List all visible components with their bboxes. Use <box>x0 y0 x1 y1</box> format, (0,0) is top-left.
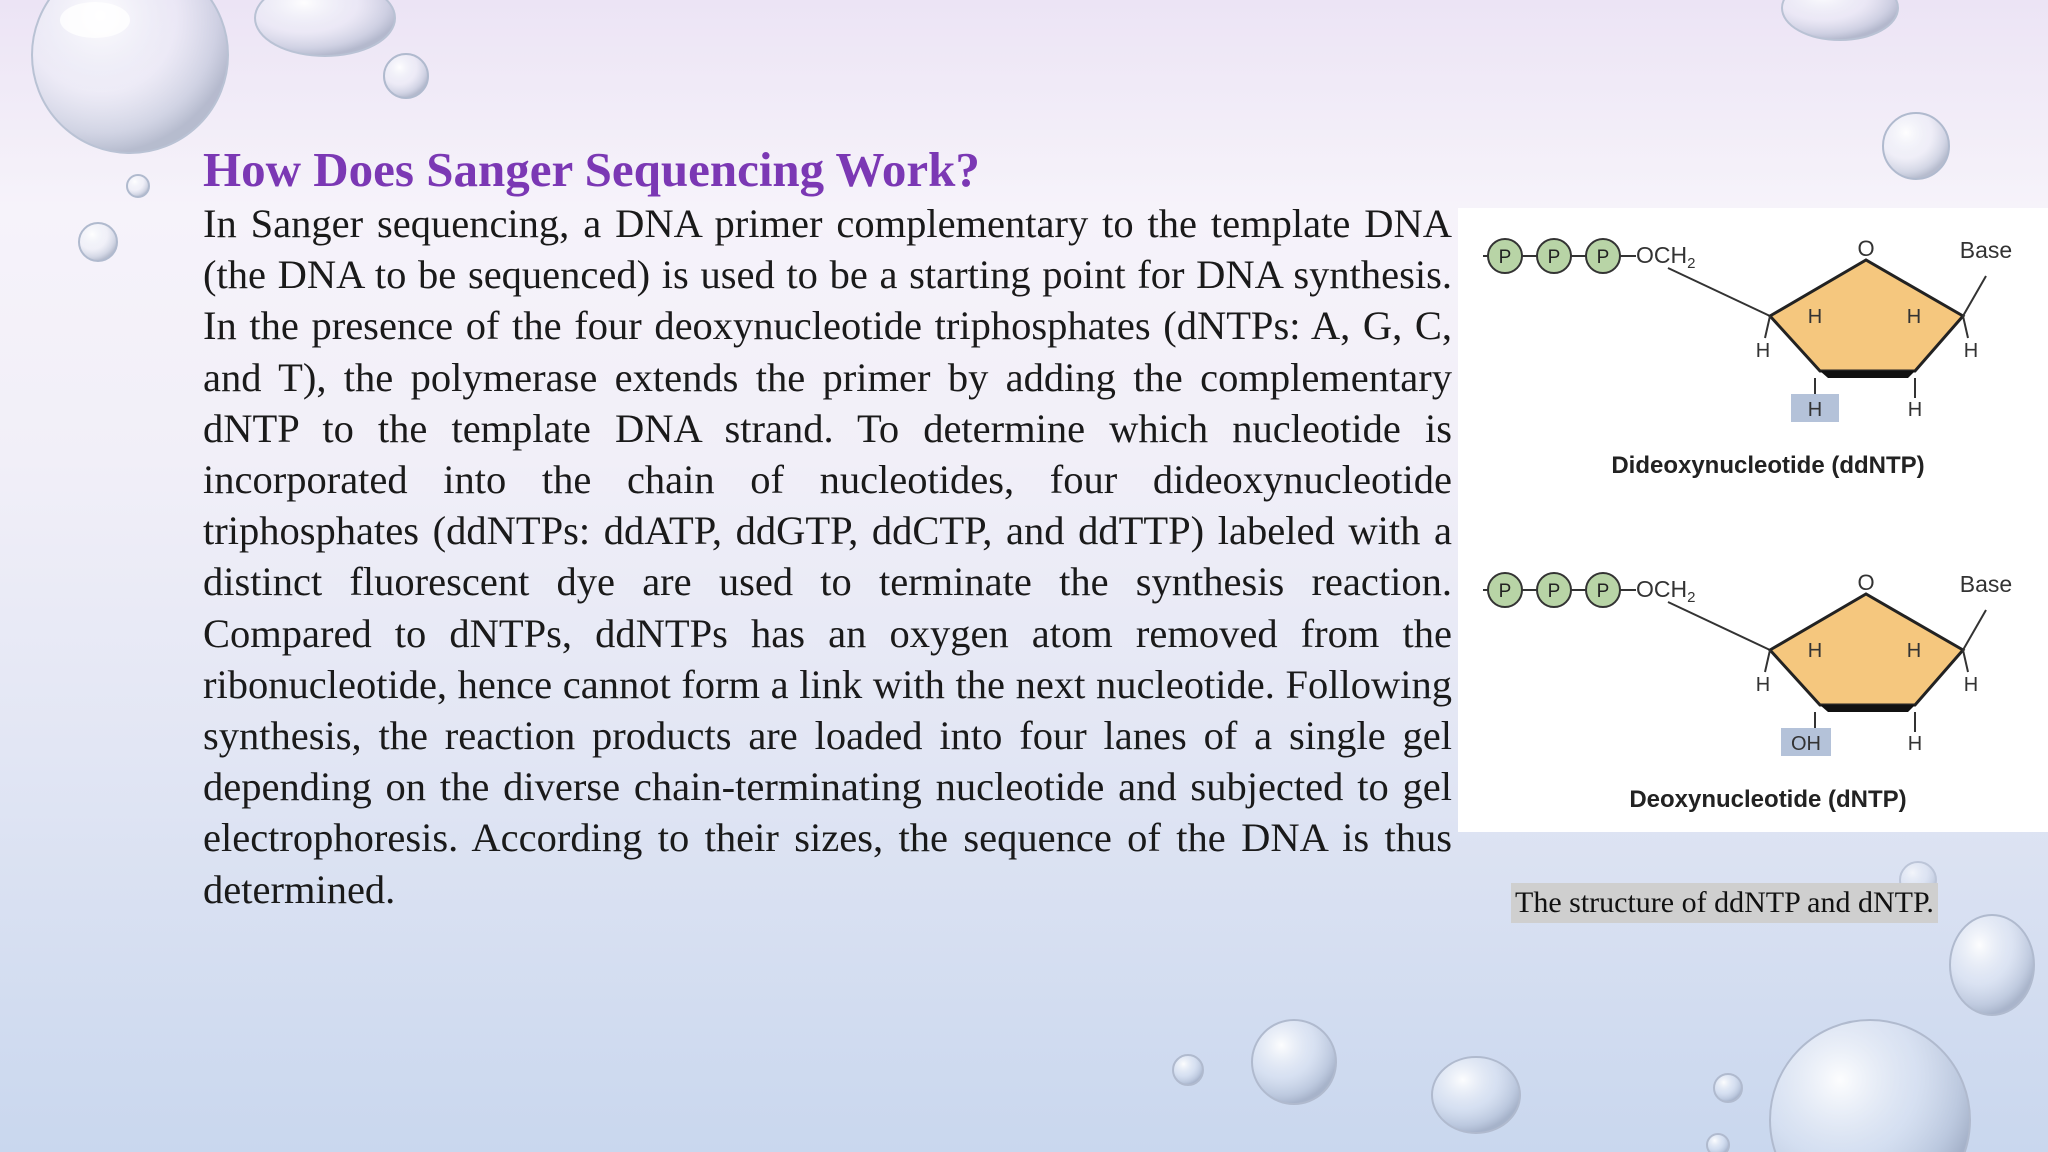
droplet <box>127 175 149 197</box>
droplet <box>1782 0 1898 40</box>
svg-text:P: P <box>1547 581 1561 602</box>
svg-text:P: P <box>1498 247 1512 268</box>
svg-text:P: P <box>1547 247 1561 268</box>
ring-oxygen-label: O <box>1857 570 1875 595</box>
och2-label: $OCH_2$ <box>1636 242 1696 272</box>
body-paragraph: In Sanger sequencing, a DNA primer complementary to the template DNA (the DNA to be sequenced) is used to be a starting point for DNA synthesis. In the presence of the four deoxynucleotide triphosphates (dNTPs: A, G, C, and T), the polymerase extends the primer by adding the complementary dNTP to the template DNA strand. To determine which nucleotide is incorporated into the chain of nucleotides, four dideoxynucleotide triphosphates (ddNTPs: ddATP, ddGTP, ddCTP, and ddTTP) labeled with a distinct fluorescent dye are used to terminate the synthesis reaction. Compared to dNTPs, ddNTPs has an oxygen atom removed from the ribonucleotide, hence cannot form a link with the next nucleotide. Following synthesis, the reaction products are loaded into four lanes of a single gel depending on the diverse chain-terminating nucleotide and subjected to gel electrophoresis. According to their sizes, the sequence of the DNA is thus determined. <box>203 201 1452 912</box>
svg-text:P: P <box>1596 247 1610 268</box>
droplet <box>1707 1134 1729 1152</box>
nucleotide-structure-figure <box>1458 208 2048 832</box>
svg-text:H: H <box>1807 399 1823 421</box>
phosphate-icon <box>1488 239 1522 273</box>
slide-title: How Does Sanger Sequencing Work? <box>203 142 980 197</box>
dntp-label: Deoxynucleotide (dNTP) <box>1629 786 1907 813</box>
svg-text:H: H <box>1755 340 1771 362</box>
svg-text:H: H <box>1907 733 1923 755</box>
phosphate-icon <box>1488 573 1522 607</box>
droplet <box>1770 1020 1970 1152</box>
droplet <box>1714 1074 1742 1102</box>
svg-text:H: H <box>1907 399 1923 421</box>
phosphate-icon <box>1586 239 1620 273</box>
svg-text:H: H <box>1755 674 1771 696</box>
droplet <box>1432 1057 1520 1133</box>
droplet <box>255 0 395 56</box>
droplet <box>1173 1055 1203 1085</box>
droplet <box>79 223 117 261</box>
nucleotide-structure-diagram <box>1458 208 2048 832</box>
ring-oxygen-label: O <box>1857 236 1875 261</box>
och2-label: $OCH_2$ <box>1636 576 1696 606</box>
base-label: Base <box>1959 571 2013 597</box>
svg-text:H: H <box>1963 340 1979 362</box>
base-label: Base <box>1959 237 2013 263</box>
ddntp-label: Dideoxynucleotide (ddNTP) <box>1611 452 1925 479</box>
figure-caption: The structure of ddNTP and dNTP. <box>1511 883 1938 923</box>
droplet <box>1252 1020 1336 1104</box>
svg-text:OH: OH <box>1791 733 1821 755</box>
svg-text:P: P <box>1498 581 1512 602</box>
svg-text:H: H <box>1906 640 1922 662</box>
svg-text:P: P <box>1596 581 1610 602</box>
droplet <box>1883 113 1949 179</box>
svg-text:H: H <box>1807 640 1823 662</box>
dntp-structure <box>1483 570 2012 813</box>
ddntp-structure <box>1483 236 2012 479</box>
droplet <box>1950 915 2034 1015</box>
sugar-ring <box>1770 260 1963 371</box>
droplet <box>384 54 428 98</box>
svg-text:H: H <box>1906 306 1922 328</box>
droplet <box>32 0 228 153</box>
sugar-ring <box>1770 594 1963 705</box>
phosphate-icon <box>1586 573 1620 607</box>
svg-text:H: H <box>1807 306 1823 328</box>
svg-text:H: H <box>1963 674 1979 696</box>
phosphate-icon <box>1537 239 1571 273</box>
phosphate-icon <box>1537 573 1571 607</box>
